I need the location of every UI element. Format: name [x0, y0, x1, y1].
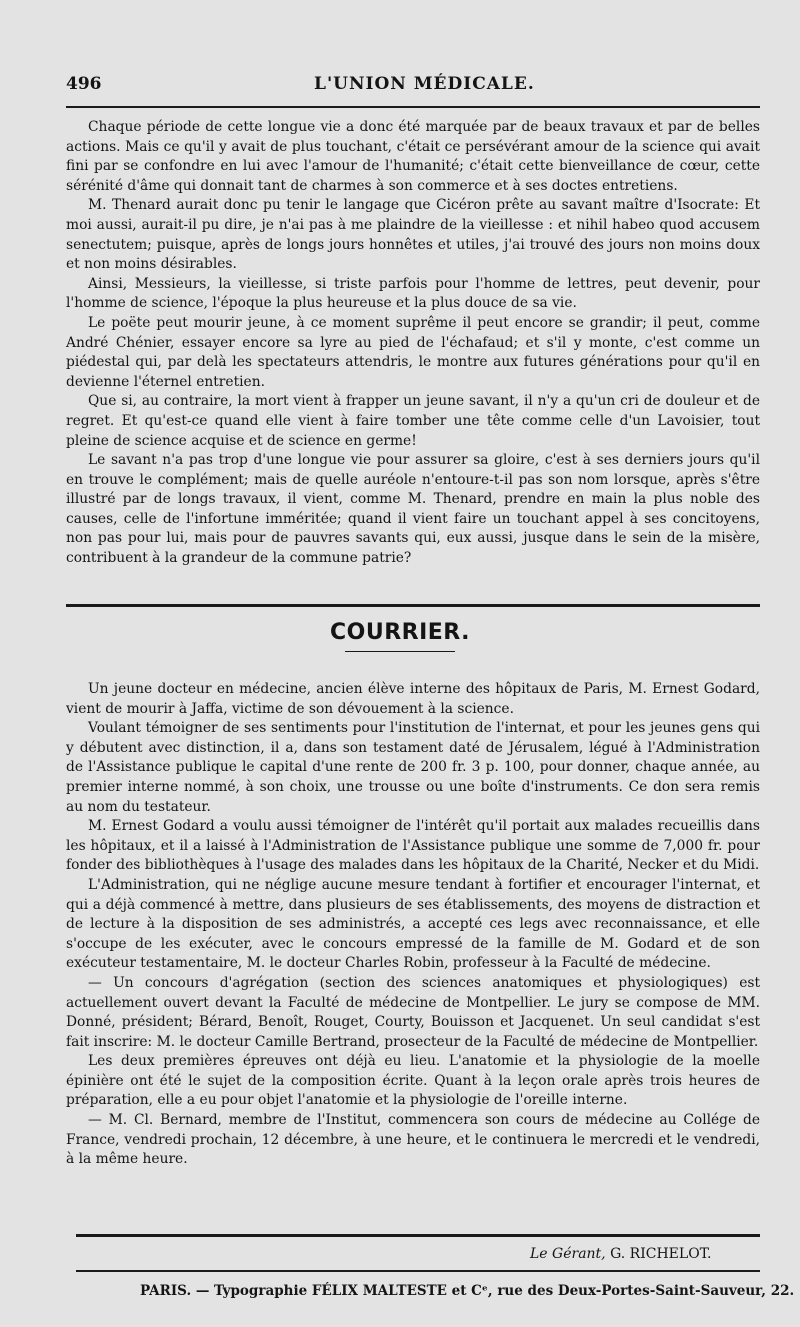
section-rule [66, 604, 760, 607]
paragraph: — Un concours d'agrégation (section des sciences anatomiques et physiologiques) est actuellement ouvert devant la Faculté de médecine de Montpellier. Le jury se compose de MM. Donné, président; Bérard, Benoît, Rouget, Courty, Bouisson et Jacquenet. Un seul candidat s'est fait inscrire: M. le docteur Camille Bertrand, prosecteur de la Faculté de médecine de Montpellier. [66, 974, 760, 1050]
paragraph: Les deux premières épreuves ont déjà eu lieu. L'anatomie et la physiologie de la moelle épinière ont été le sujet de la composition écrite. Quant à la leçon orale après trois heures de préparation, elle a eu pour objet l'anatomie et la physiologie de l'oreille interne. [66, 1053, 760, 1109]
footer-rule-top [76, 1234, 760, 1237]
paragraph: Que si, au contraire, la mort vient à frapper un jeune savant, il n'y a qu'un cri de douleur et de regret. Et qu'est-ce quand elle vient à faire tomber une tête comme celle d'un Lavoisier, tout pleine de science acquise et de science en germe! [66, 393, 760, 449]
page-number: 496 [66, 74, 102, 94]
page-header [66, 70, 760, 102]
paragraph: Chaque période de cette longue vie a donc été marquée par de beaux travaux et par de belles actions. Mais ce qu'il y avait de plus touchant, c'était ce persévérant amour de la science qui avait fini par se confondre en lui avec l'amour de l'humanité; c'était cette bienveillance de cœur, cette sérénité d'âme qui donnait tant de charmes à son commerce et à ses doctes entretiens. [66, 119, 760, 194]
paragraph: L'Administration, qui ne néglige aucune mesure tendant à fortifier et encourager l'internat, et qui a déjà commencé à mettre, dans plusieurs de ses établissements, des moyens de distraction et de lecture à la disposition de ses administrés, a accepté ces legs avec reconnaissance, et elle s'occupe de les exécuter, avec le concours empressé de la famille de M. Godard et de son exécuteur testamentaire, M. le docteur Charles Robin, professeur à la Faculté de médecine. [66, 876, 760, 972]
signature [530, 1246, 711, 1262]
paragraph: M. Thenard aurait donc pu tenir le langage que Cicéron prête au savant maître d'Isocrate: Et moi aussi, aurait-il pu dire, je n'ai pas à me plaindre de la vieillesse : et nihil habeo quod accusem senectutem; puisque, après de longs jours honnêtes et utiles, j'ai trouvé des jours non moins doux et non moins désirables. [66, 197, 760, 273]
signature-role: Le Gérant, [530, 1246, 606, 1262]
heading-underline [345, 651, 455, 652]
paragraph: M. Ernest Godard a voulu aussi témoigner de l'intérêt qu'il portait aux malades recueillis dans les hôpitaux, et il a laissé à l'Administration de l'Assistance publique une somme de 7,000 fr. pour fonder des bibliothèques à l'usage des malades dans les hôpitaux de la Charité, Necker et du Midi. [66, 818, 760, 874]
section-heading-courrier: COURRIER. [329, 620, 470, 645]
signature-name: G. RICHELOT. [610, 1246, 712, 1262]
paragraph: Voulant témoigner de ses sentiments pour l'institution de l'internat, et pour les jeunes gens qui y débutent avec distinction, il a, dans son testament daté de Jérusalem, légué à l'Administration de l'Assistance publique le capital d'une rente de 200 fr. 3 p. 100, pour donner, chaque année, au premier interne nommé, à son choix, une trousse ou une boîte d'instruments. Ce don sera remis au nom du testateur. [66, 720, 760, 815]
paragraph: Le poëte peut mourir jeune, à ce moment suprême il peut encore se grandir; il peut, comme André Chénier, essayer encore sa lyre au pied de l'échafaud; et s'il y monte, c'est comme un piédestal qui, par delà les spectateurs attendris, le montre aux futures générations pour qu'il en devienne l'éternel entretien. [66, 314, 760, 390]
footer-rule-bottom [76, 1270, 760, 1272]
paragraph: Un jeune docteur en médecine, ancien élève interne des hôpitaux de Paris, M. Ernest Godard, vient de mourir à Jaffa, victime de son dévouement à la science. [66, 681, 760, 717]
running-title: L'UNION MÉDICALE. [314, 74, 535, 94]
header-rule [66, 106, 760, 108]
news-text [66, 680, 760, 1170]
paragraph: Le savant n'a pas trop d'une longue vie pour assurer sa gloire, c'est à ses derniers jours qu'il en trouve le complément; mais de quelle auréole n'entoure-t-il pas son nom lorsque, après s'être illustré par de longs travaux, il vient, comme M. Thenard, prendre en main la plus noble des causes, celle de l'infortune imméritée; quand il vient faire un touchant appel à ses concitoyens, non pas pour lui, mais pour de pauvres savants qui, eux aussi, jusque dans le sein de la misère, contribuent à la grandeur de la commune patrie? [66, 452, 760, 567]
paragraph: — M. Cl. Bernard, membre de l'Institut, commencera son cours de médecine au Collége de France, vendredi prochain, 12 décembre, à une heure, et le continuera le mercredi et le vendredi, à la même heure. [66, 1112, 760, 1168]
obituary-text [66, 118, 760, 569]
paragraph: Ainsi, Messieurs, la vieillesse, si triste parfois pour l'homme de lettres, peut devenir, pour l'homme de science, l'époque la plus heureuse et la plus douce de sa vie. [66, 275, 760, 312]
printer-imprint: PARIS. — Typographie FÉLIX MALTESTE et Cᵉ, rue des Deux-Portes-Saint-Sauveur, 22. [140, 1283, 795, 1299]
